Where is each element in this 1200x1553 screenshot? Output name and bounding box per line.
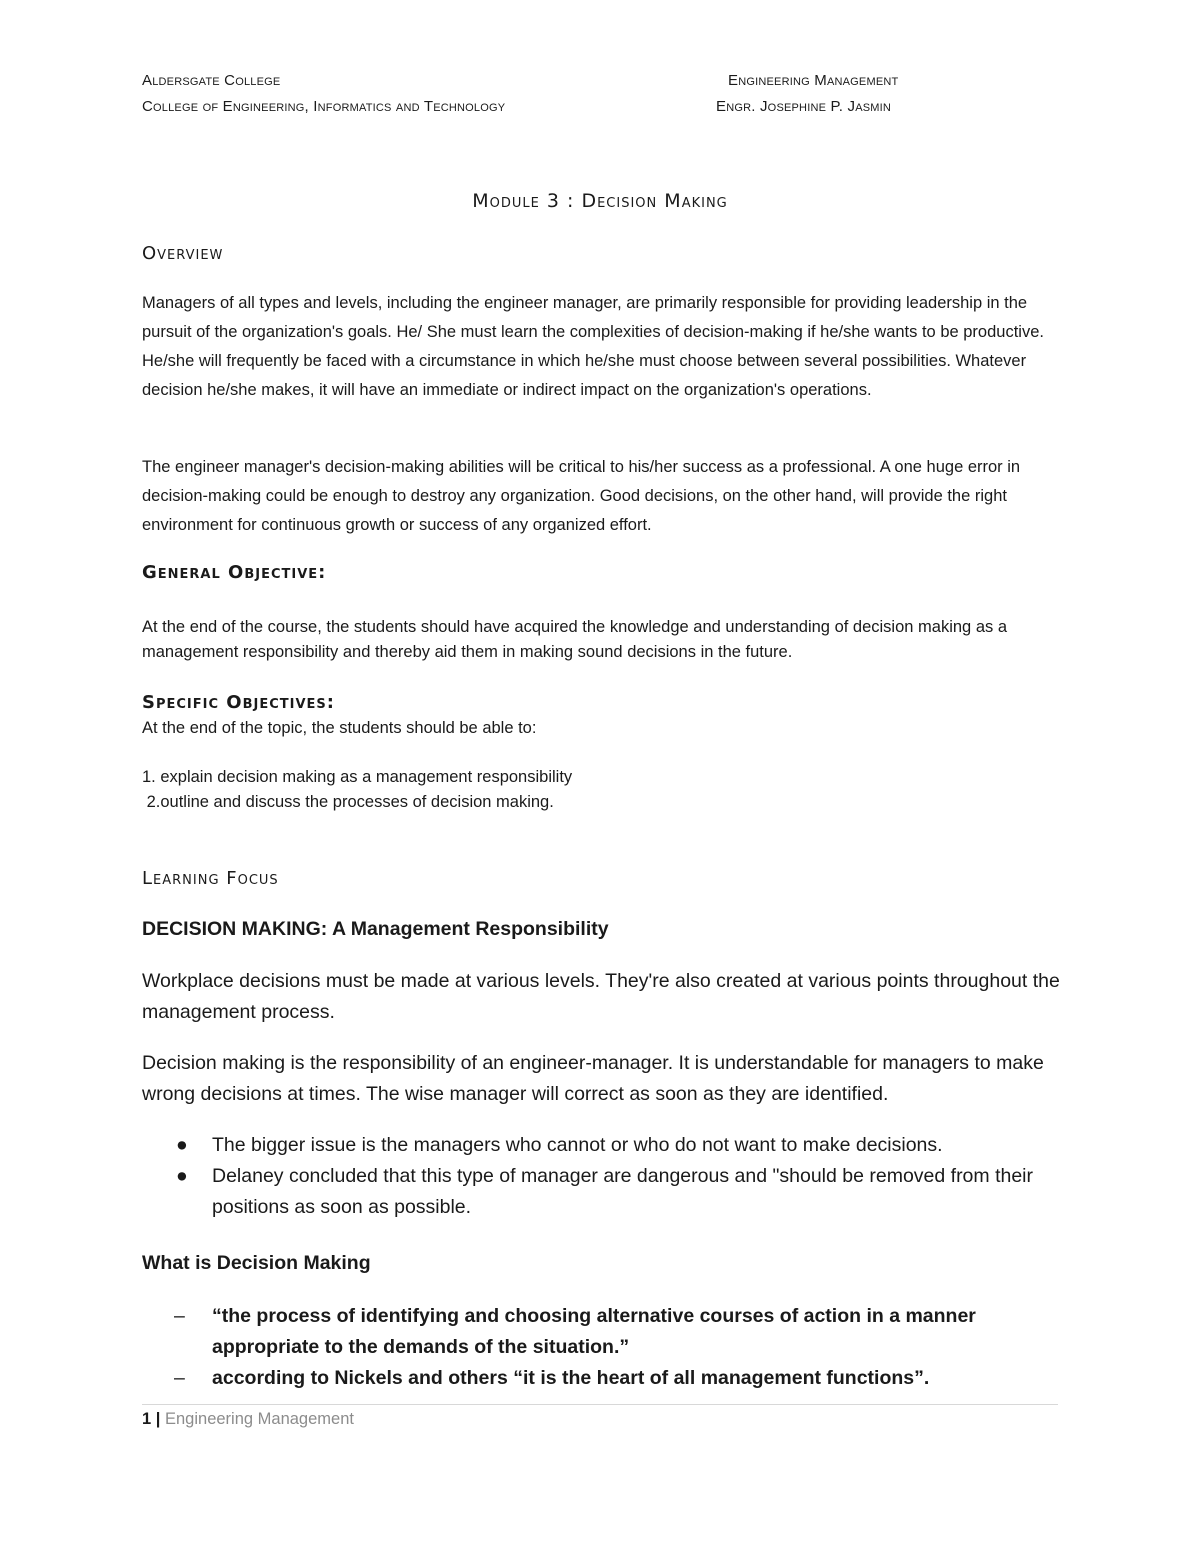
overview-paragraph-1: Managers of all types and levels, including the engineer manager, are primarily responsible for providing leadership in the pursuit of the organization's goals. He/ She must learn the complexities of decision-making if he/she wants to be productive. He/she will frequently be faced with a circumstance in which he/she must choose between several possibilities. Whatever decision he/she makes, it will have an immediate or indirect impact on the organization's operations.	[142, 294, 1044, 399]
footer-text: Engineering Management	[165, 1410, 354, 1428]
page-footer	[142, 1410, 354, 1429]
learning-focus-paragraph-2: Decision making is the responsibility of an engineer-manager. It is understandable for managers to make wrong decisions at times. The wise manager will correct as soon as they are identified.	[142, 1052, 1044, 1105]
footer-separator: |	[155, 1410, 161, 1428]
list-item	[142, 1301, 1062, 1363]
bullet-dot-icon: ●	[176, 1134, 188, 1156]
specific-objectives-intro: At the end of the topic, the students should be able to:	[142, 719, 537, 737]
general-objective-text: At the end of the course, the students should have acquired the knowledge and understanding of decision making as a management responsibility and thereby aid them in making sound decisions in the future.	[142, 618, 1008, 661]
specific-objective-item-2: 2.outline and discuss the processes of decision making.	[142, 793, 554, 811]
manager-issues-list	[142, 1130, 1062, 1223]
dash-icon: –	[174, 1367, 185, 1389]
bullet-dot-icon: ●	[176, 1165, 188, 1187]
module-title: Module 3 : Decision Making	[472, 190, 728, 212]
list-item	[142, 1130, 1062, 1161]
definitions-list	[142, 1301, 1062, 1394]
definition-text: according to Nickels and others “it is the heart of all management functions”.	[212, 1367, 930, 1389]
bullet-text: Delaney concluded that this type of manager are dangerous and "should be removed from their positions as soon as possible.	[212, 1165, 1033, 1218]
general-objective-heading: General Objective:	[142, 562, 327, 583]
header-instructor: Engr. Josephine P. Jasmin	[716, 98, 892, 115]
footer-divider	[142, 1404, 1058, 1405]
page-number: 1	[142, 1410, 152, 1428]
list-item	[142, 1161, 1062, 1223]
specific-objective-item-1: 1. explain decision making as a management responsibility	[142, 768, 573, 786]
what-is-decision-making-heading: What is Decision Making	[142, 1252, 371, 1274]
overview-heading: Overview	[142, 243, 224, 264]
specific-objectives-heading: Specific Objectives:	[142, 692, 335, 713]
list-item	[142, 1363, 1062, 1394]
overview-paragraph-2: The engineer manager's decision-making abilities will be critical to his/her success as a professional. A one huge error in decision-making could be enough to destroy any organization. Good decisions, on the other hand, will provide the right environment for continuous growth or success of any organized effort.	[142, 458, 1021, 534]
dash-icon: –	[174, 1305, 185, 1327]
learning-focus-heading: Learning Focus	[142, 868, 279, 889]
bullet-text: The bigger issue is the managers who cannot or who do not want to make decisions.	[212, 1134, 943, 1156]
header-institution: Aldersgate College	[142, 72, 281, 89]
header-college: College of Engineering, Informatics and Technology	[142, 98, 506, 115]
header-course: Engineering Management	[728, 72, 899, 89]
definition-text: “the process of identifying and choosing alternative courses of action in a manner appropriate to the demands of the situation.”	[212, 1305, 976, 1358]
learning-focus-subheading: DECISION MAKING: A Management Responsibility	[142, 918, 609, 940]
learning-focus-paragraph-1: Workplace decisions must be made at various levels. They're also created at various points throughout the management process.	[142, 970, 1060, 1023]
